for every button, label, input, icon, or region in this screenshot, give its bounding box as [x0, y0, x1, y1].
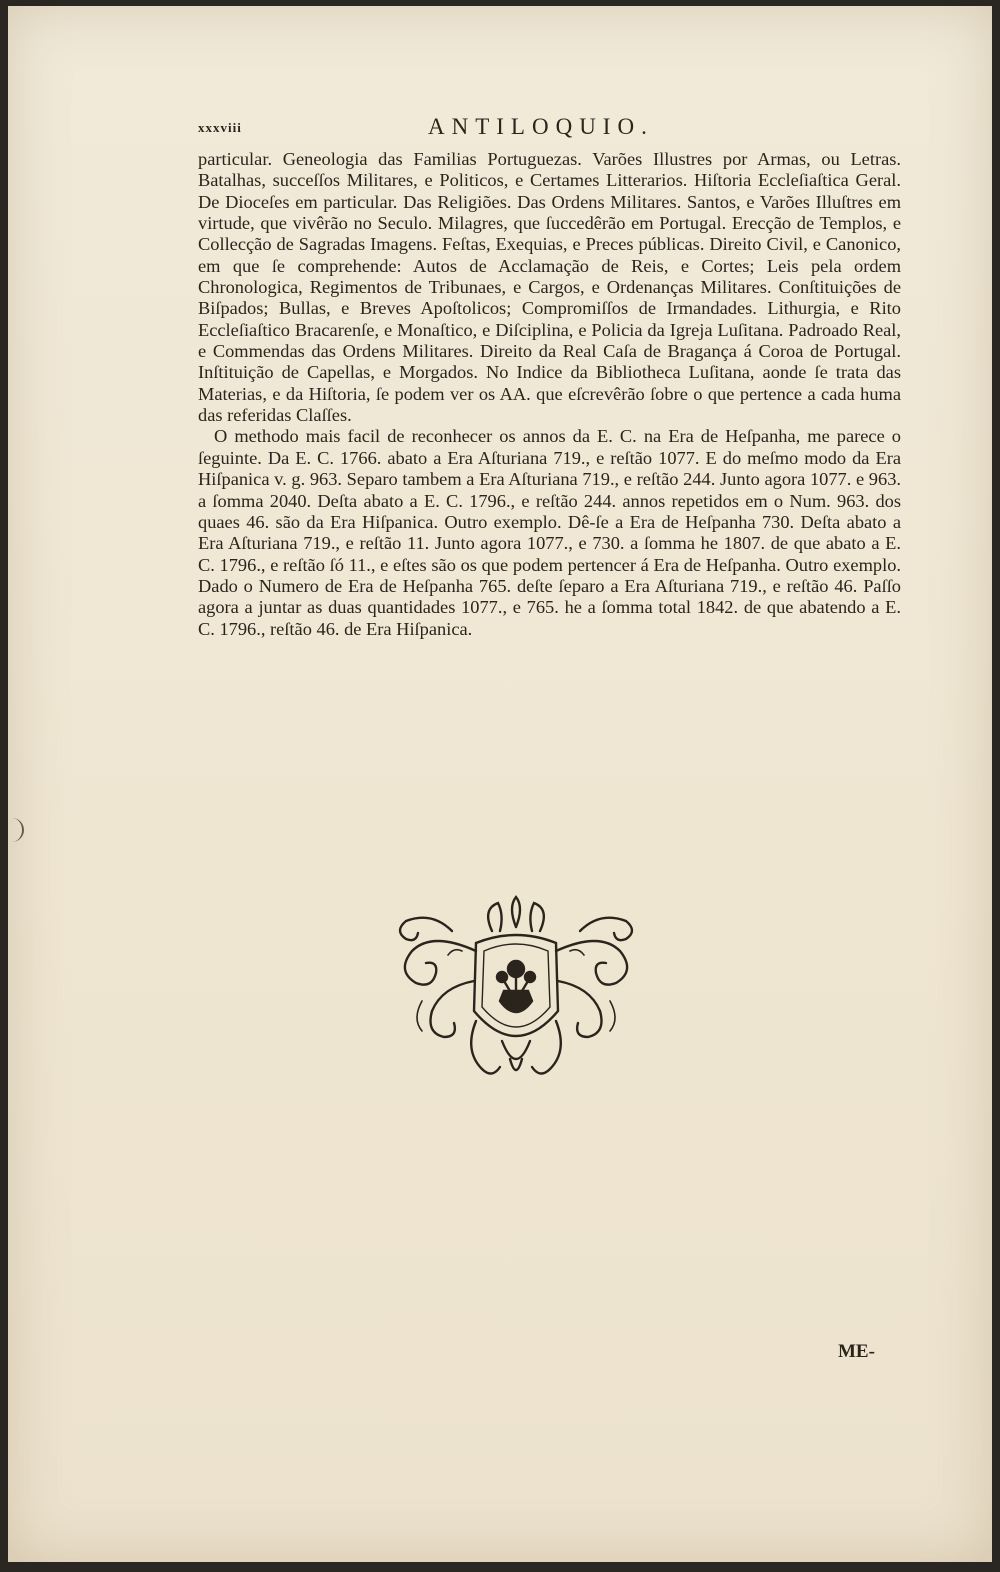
running-title: ANTILOQUIO. [428, 114, 654, 139]
page-header [198, 114, 898, 144]
folio-number: xxxviii [198, 120, 242, 135]
paragraph-2: O methodo mais facil de reconhecer os annos da E. C. na Era de Heſpanha, me parece o ſeguinte. Da E. C. 1766. abato a Era Aſturiana 719., e reſtão 1077. E do meſmo modo da Era Hiſpanica v. g. 963. Separo tambem a Era Aſturiana 719., e reſtão 244. Junto agora 1077. e 963. a ſomma 2040. Deſta abato a E. C. 1796., e reſtão 244. annos repetidos em o Num. 963. dos quaes 46. são da Era Hiſpanica. Outro exemplo. Dê-ſe a Era de Heſpanha 730. Deſta abato a Era Aſturiana 719., e reſtão 11. Junto agora 1077., e 730. a ſomma he 1807. de que abato a E. C. 1796., e reſtão ſó 11., e eſtes são os que podem pertencer á Era de Heſpanha. Outro exemplo. Dado o Numero de Era de Heſpanha 765. deſte ſeparo a Era Aſturiana 719., e reſtão 46. Paſſo agora a juntar as duas quantidades 1077., e 765. he a ſomma total 1842. de que abatendo a E. C. 1796., reſtão 46. de Era Hiſpanica. [198, 426, 901, 639]
page-edge-mark [8, 818, 24, 842]
catchword: ME- [838, 1341, 875, 1362]
paragraph-1: particular. Geneologia das Familias Portuguezas. Varões Illustres por Armas, ou Letras. Batalhas, succeſſos Militares, e Politicos, e Certames Litterarios. Hiſtoria Eccleſiaſtica Geral. De Dioceſes em particular. Das Religiões. Das Ordens Militares. Santos, e Varões Illuſtres em virtude, que vivêrão no Seculo. Milagres, que ſuccedêrão em Portugal. Erecção de Templos, e Collecção de Sagradas Imagens. Feſtas, Exequias, e Preces públicas. Direito Civil, e Canonico, em que ſe comprehende: Autos de Acclamação de Reis, e Cortes; Leis pela ordem Chronologica, Regimentos de Tribunaes, e Cargos, e Ordenanças Militares. Conſtituições de Biſpados; Bullas, e Breves Apoſtolicos; Compromiſſos de Irmandades. Lithurgia, e Rito Eccleſiaſtico Bracarenſe, e Monaſtico, e Diſciplina, e Policia da Igreja Luſitana. Padroado Real, e Commendas das Ordens Militares. Direito da Real Caſa de Bragança á Coroa de Portugal. Inſtituição de Capellas, e Morgados. No Indice da Bibliotheca Luſitana, aonde ſe trata das Materias, e da Hiſtoria, ſe podem ver os AA. que eſcrevêrão ſobre o que pertence a cada huma das referidas Claſſes. [198, 149, 901, 426]
book-page [8, 6, 992, 1562]
ornament-vignette [392, 891, 640, 1083]
body-text [198, 149, 901, 640]
